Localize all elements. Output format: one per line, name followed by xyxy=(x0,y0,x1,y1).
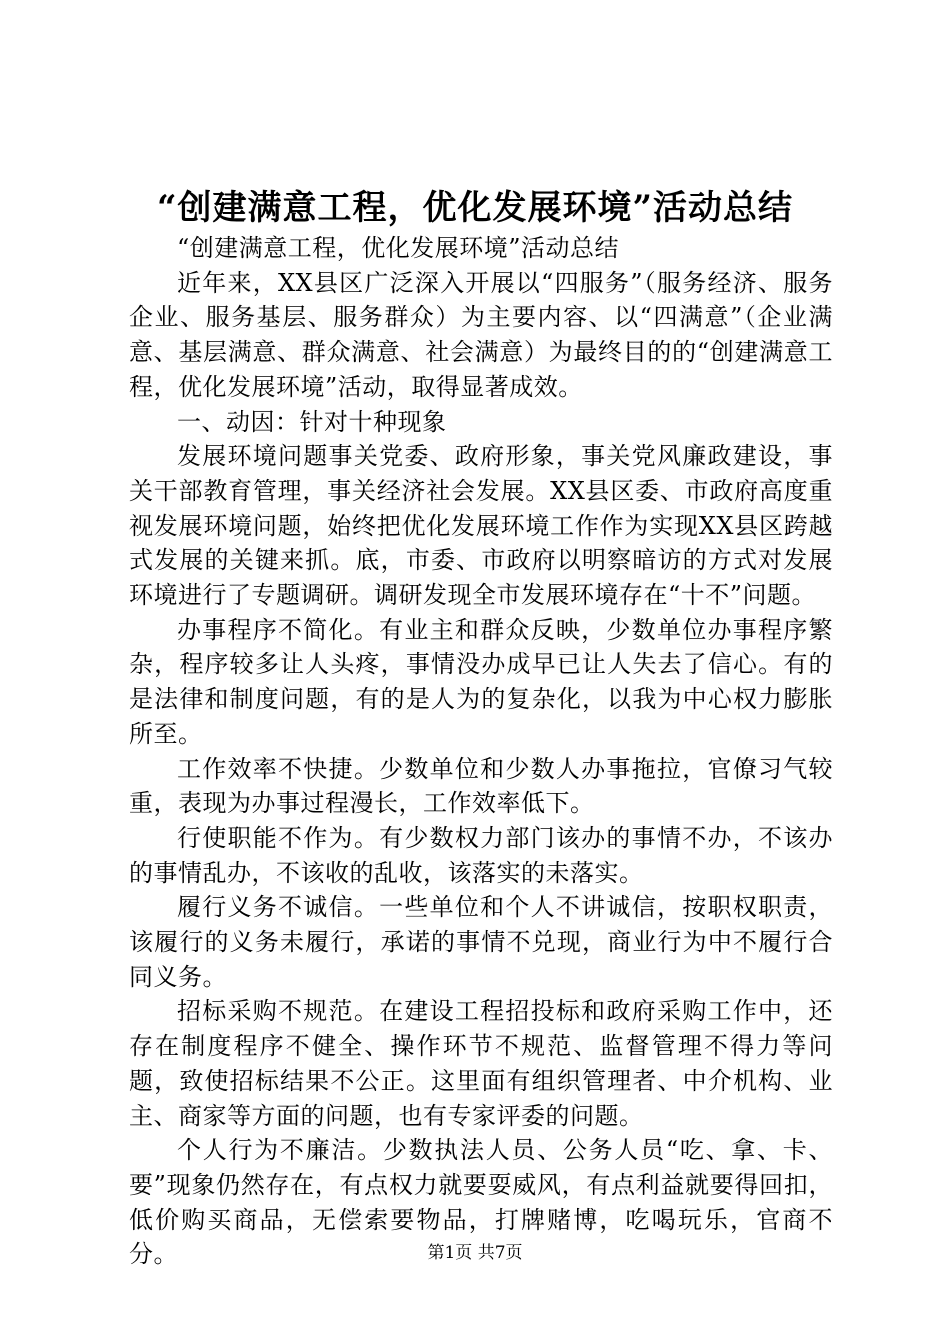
paragraph-subtitle: “创建满意工程，优化发展环境”活动总结 xyxy=(177,234,620,262)
paragraph-item-function: 行使职能不作为。有少数权力部门该办的事情不办，不该办的事情乱办，不该收的乱收，该落实的未落实。 xyxy=(129,823,833,887)
section-heading: 一、动因：针对十种现象 xyxy=(177,407,447,436)
paragraph-item-efficiency: 工作效率不快捷。少数单位和少数人办事拖拉，官僚习气较重，表现为办事过程漫长，工作效率低下。 xyxy=(129,754,833,818)
document-title: “创建满意工程，优化发展环境”活动总结 xyxy=(156,188,794,228)
paragraph-intro: 近年来，XX县区广泛深入开展以“四服务”（服务经济、服务企业、服务基层、服务群众）为主要内容、以“四满意”（企业满意、基层满意、群众满意、社会满意）为最终目的的“创建满意工程，优化发展环境”活动，取得显著成效。 xyxy=(129,268,833,401)
document-body xyxy=(129,231,833,1272)
paragraph-item-procedure: 办事程序不简化。有业主和群众反映，少数单位办事程序繁杂，程序较多让人头疼，事情没办成早已让人失去了信心。有的是法律和制度问题，有的是人为的复杂化，以我为中心权力膨胀所至。 xyxy=(129,615,833,748)
paragraph-item-conduct: 个人行为不廉洁。少数执法人员、公务人员“吃、拿、卡、要”现象仍然存在，有点权力就要耍威风，有点利益就要得回扣，低价购买商品，无偿索要物品，打牌赌博，吃喝玩乐，官商不分。 xyxy=(129,1136,833,1269)
paragraph-item-integrity: 履行义务不诚信。一些单位和个人不讲诚信，按职权职责，该履行的义务未履行，承诺的事情不兑现，商业行为中不履行合同义务。 xyxy=(129,893,833,991)
paragraph-background: 发展环境问题事关党委、政府形象，事关党风廉政建设，事关干部教育管理，事关经济社会发展。XX县区委、市政府高度重视发展环境问题，始终把优化发展环境工作作为实现XX县区跨越式发展的关键来抓。底，市委、市政府以明察暗访的方式对发展环境进行了专题调研。调研发现全市发展环境存在“十不”问题。 xyxy=(129,442,833,610)
paragraph-item-tendering: 招标采购不规范。在建设工程招投标和政府采购工作中，还存在制度程序不健全、操作环节不规范、监督管理不得力等问题，致使招标结果不公正。这里面有组织管理者、中介机构、业主、商家等方面的问题，也有专家评委的问题。 xyxy=(129,997,833,1130)
page-number-footer: 第1页 共7页 xyxy=(427,1243,523,1263)
